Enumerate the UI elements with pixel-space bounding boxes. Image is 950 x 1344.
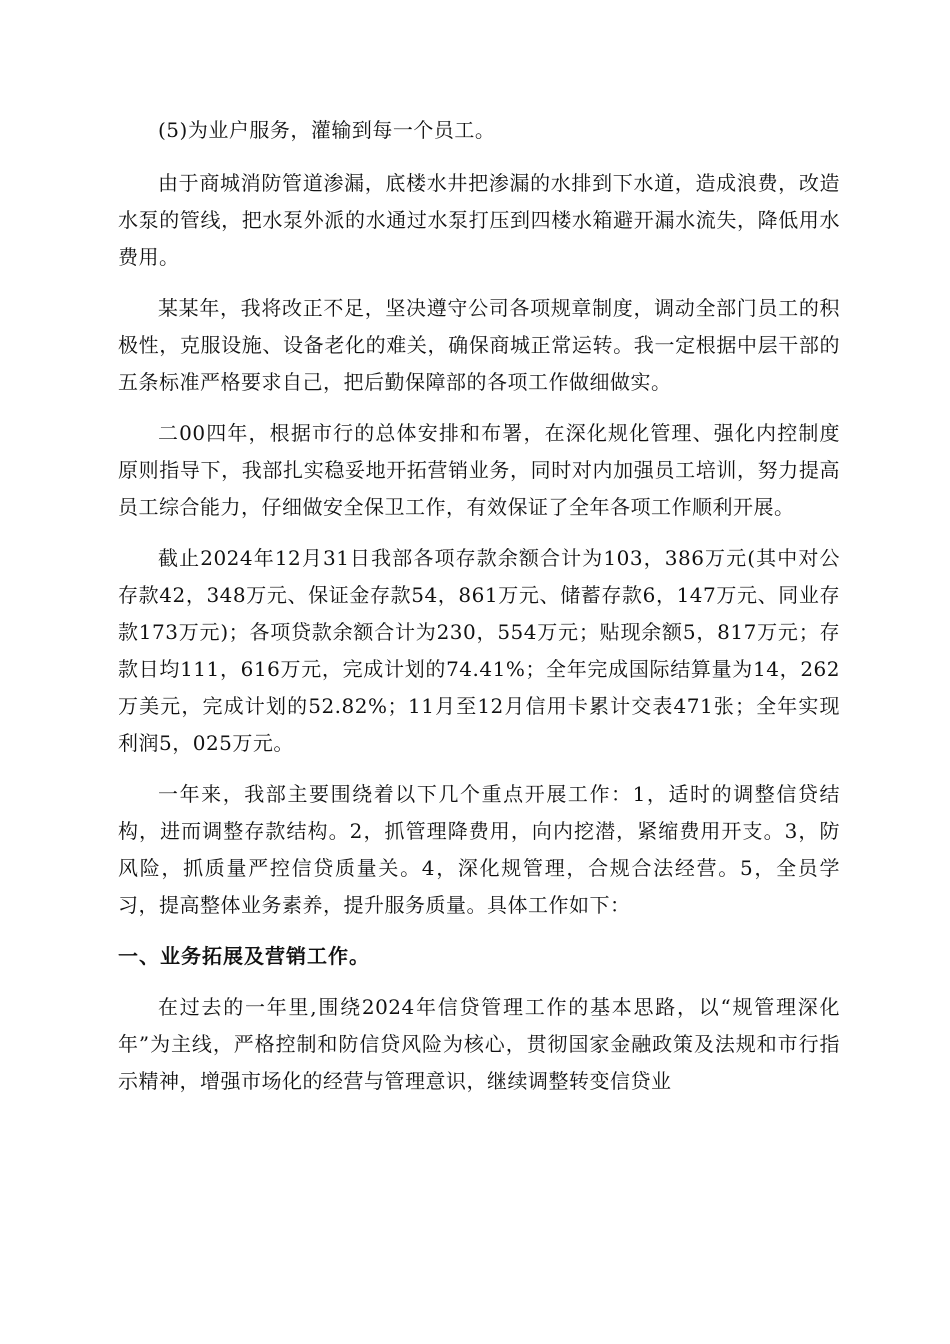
section-heading: 一、业务拓展及营销工作。 [118,944,370,968]
paragraph-financial-figures: 截止2024年12月31日我部各项存款余额合计为103，386万元(其中对公存款42，348万元、保证金存款54，861万元、储蓄存款6，147万元、同业存款173万元)；各项贷款余额合计为230，554万元；贴现余额5，817万元；存款日均111，616万元，完成计划的74.41%；全年完成国际结算量为14，262万美元，完成计划的52.82%；11月至12月信用卡累计交表471张；全年实现利润5，025万元。 [118,546,840,755]
paragraph-water-pump: 由于商城消防管道渗漏，底楼水井把渗漏的水排到下水道，造成浪费，改造水泵的管线，把水泵外派的水通过水泵打压到四楼水箱避开漏水流失，降低用水费用。 [118,171,840,269]
paragraph-service-item: (5)为业户服务，灌输到每一个员工。 [158,118,496,142]
paragraph-credit-management: 在过去的一年里,围绕2024年信贷管理工作的基本思路，以“规管理深化年”为主线，严格控制和防信贷风险为核心，贯彻国家金融政策及法规和市行指示精神，增强市场化的经营与管理意识，继续调整转变信贷业 [118,995,840,1093]
paragraph-key-work-points: 一年来，我部主要围绕着以下几个重点开展工作：1，适时的调整信贷结构，进而调整存款结构。2，抓管理降费用，向内挖潜，紧缩费用开支。3，防风险，抓质量严控信贷质量关。4，深化规管理，合规合法经营。5，全员学习，提高整体业务素养，提升服务质量。具体工作如下： [118,782,840,917]
document-body [118,112,840,1114]
paragraph-annual-overview: 二00四年，根据市行的总体安排和布署，在深化规化管理、强化内控制度原则指导下，我部扎实稳妥地开拓营销业务，同时对内加强员工培训，努力提高员工综合能力，仔细做安全保卫工作，有效保证了全年各项工作顺利开展。 [118,421,840,519]
paragraph-next-year-plan: 某某年，我将改正不足，坚决遵守公司各项规章制度，调动全部门员工的积极性，克服设施、设备老化的难关，确保商城正常运转。我一定根据中层干部的五条标准严格要求自己，把后勤保障部的各项工作做细做实。 [118,296,840,394]
